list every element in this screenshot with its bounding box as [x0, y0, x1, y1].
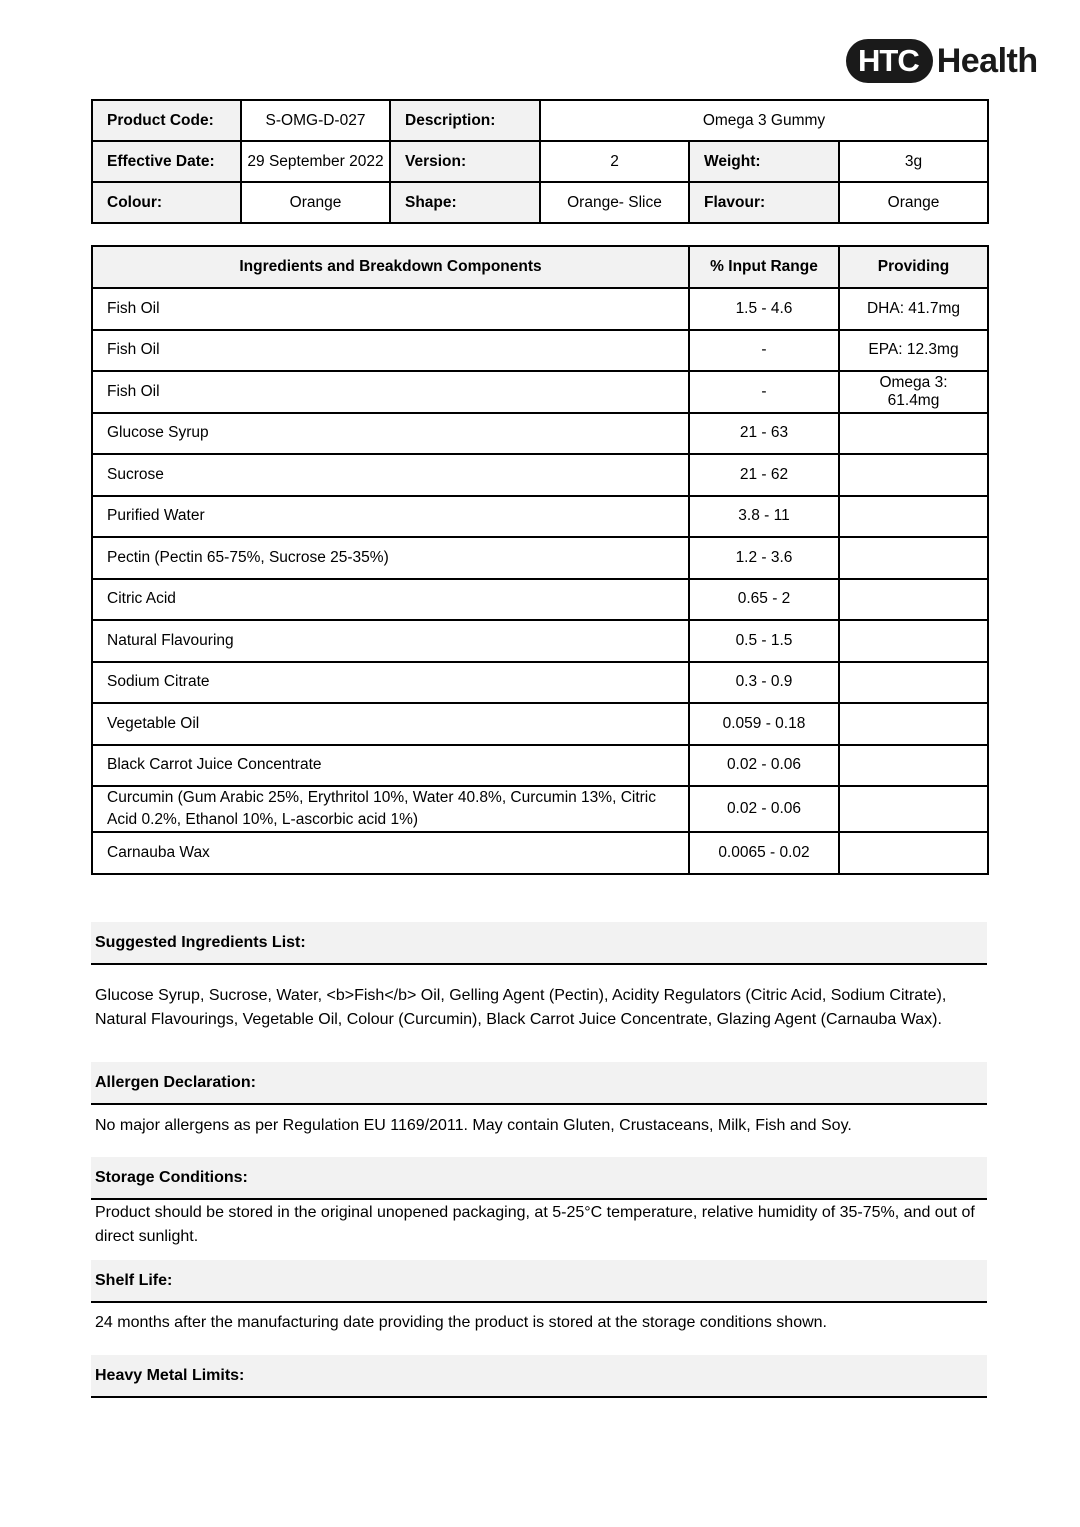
flavour-label: Flavour: [689, 182, 839, 223]
providing-cell [839, 454, 988, 496]
column-header-input-range: % Input Range [689, 246, 839, 288]
shelf-life-text: 24 months after the manufacturing date providing the product is stored at the storage conditions shown. [95, 1314, 827, 1331]
providing-cell: DHA: 41.7mg [839, 288, 988, 330]
allergen-heading: Allergen Declaration: [91, 1062, 987, 1105]
weight-label: Weight: [689, 141, 839, 182]
providing-cell: Omega 3: 61.4mg [839, 371, 988, 413]
table-row [92, 786, 988, 832]
input-range-cell: 0.02 - 0.06 [689, 786, 839, 832]
ingredient-name-cell: Vegetable Oil [92, 703, 689, 745]
ingredient-name-cell: Sucrose [92, 454, 689, 496]
input-range-cell: 3.8 - 11 [689, 496, 839, 538]
logo-word: Health [936, 41, 1038, 80]
table-row [92, 100, 988, 141]
version-label: Version: [390, 141, 540, 182]
input-range-cell: 0.059 - 0.18 [689, 703, 839, 745]
column-header-providing: Providing [839, 246, 988, 288]
allergen-text: No major allergens as per Regulation EU 1169/2011. May contain Gluten, Crustaceans, Milk, Fish and Soy. [95, 1117, 852, 1134]
ingredient-name-cell: Fish Oil [92, 288, 689, 330]
providing-cell [839, 496, 988, 538]
input-range-cell: 0.0065 - 0.02 [689, 832, 839, 874]
ingredients-table [91, 245, 989, 875]
input-range-cell: - [689, 330, 839, 372]
input-range-cell: - [689, 371, 839, 413]
flavour-value: Orange [839, 182, 988, 223]
providing-cell [839, 413, 988, 455]
providing-cell [839, 745, 988, 787]
product-code-label: Product Code: [92, 100, 241, 141]
table-row [92, 703, 988, 745]
table-row [92, 832, 988, 874]
colour-value: Orange [241, 182, 390, 223]
effective-date-label: Effective Date: [92, 141, 241, 182]
providing-cell [839, 832, 988, 874]
shape-label: Shape: [390, 182, 540, 223]
ingredient-name-cell: Fish Oil [92, 371, 689, 413]
table-row [92, 537, 988, 579]
providing-cell [839, 703, 988, 745]
providing-cell [839, 537, 988, 579]
providing-cell [839, 579, 988, 621]
table-row [92, 662, 988, 704]
providing-cell: EPA: 12.3mg [839, 330, 988, 372]
description-label: Description: [390, 100, 540, 141]
table-row [92, 141, 988, 182]
column-header-ingredients: Ingredients and Breakdown Components [92, 246, 689, 288]
input-range-cell: 1.2 - 3.6 [689, 537, 839, 579]
ingredient-name-cell: Pectin (Pectin 65-75%, Sucrose 25-35%) [92, 537, 689, 579]
ingredient-name-cell: Glucose Syrup [92, 413, 689, 455]
shelf-life-heading: Shelf Life: [91, 1260, 987, 1303]
ingredient-name-cell: Natural Flavouring [92, 620, 689, 662]
table-row [92, 454, 988, 496]
input-range-cell: 1.5 - 4.6 [689, 288, 839, 330]
heavy-metal-heading: Heavy Metal Limits: [91, 1355, 987, 1398]
storage-text: Product should be stored in the original unopened packaging, at 5-25°C temperature, relative humidity of 35-75%, and out of direct sunlight. [95, 1204, 975, 1245]
providing-cell [839, 662, 988, 704]
input-range-cell: 0.5 - 1.5 [689, 620, 839, 662]
input-range-cell: 21 - 62 [689, 454, 839, 496]
table-row [92, 330, 988, 372]
input-range-cell: 21 - 63 [689, 413, 839, 455]
ingredient-name-cell: Curcumin (Gum Arabic 25%, Erythritol 10%, Water 40.8%, Curcumin 13%, Citric Acid 0.2%, Ethanol 10%, L-ascorbic acid 1%) [92, 786, 689, 832]
table-row [92, 371, 988, 413]
table-row [92, 496, 988, 538]
htc-health-logo [846, 38, 1038, 84]
shape-value: Orange- Slice [540, 182, 689, 223]
product-info-table [91, 99, 989, 224]
table-header-row [92, 246, 988, 288]
table-row [92, 745, 988, 787]
input-range-cell: 0.02 - 0.06 [689, 745, 839, 787]
input-range-cell: 0.3 - 0.9 [689, 662, 839, 704]
table-row [92, 182, 988, 223]
colour-label: Colour: [92, 182, 241, 223]
ingredients-list-heading: Suggested Ingredients List: [91, 922, 987, 965]
providing-cell [839, 620, 988, 662]
table-row [92, 620, 988, 662]
providing-cell [839, 786, 988, 832]
product-code-value: S-OMG-D-027 [241, 100, 390, 141]
table-row [92, 579, 988, 621]
ingredient-name-cell: Purified Water [92, 496, 689, 538]
logo-mark: HTC [846, 39, 933, 83]
ingredients-list-text: Glucose Syrup, Sucrose, Water, <b>Fish</b> Oil, Gelling Agent (Pectin), Acidity Regulators (Citric Acid, Sodium Citrate), Natural Flavourings, Vegetable Oil, Colour (Curcumin), Black Carrot Juice Concentrate, Glazing Agent (Carnauba Wax). [95, 987, 947, 1028]
ingredient-name-cell: Sodium Citrate [92, 662, 689, 704]
ingredient-name-cell: Carnauba Wax [92, 832, 689, 874]
description-value: Omega 3 Gummy [540, 100, 988, 141]
ingredient-name-cell: Black Carrot Juice Concentrate [92, 745, 689, 787]
effective-date-value: 29 September 2022 [241, 141, 390, 182]
ingredient-name-cell: Citric Acid [92, 579, 689, 621]
version-value: 2 [540, 141, 689, 182]
table-row [92, 413, 988, 455]
storage-heading: Storage Conditions: [91, 1157, 987, 1200]
input-range-cell: 0.65 - 2 [689, 579, 839, 621]
ingredient-name-cell: Fish Oil [92, 330, 689, 372]
table-row [92, 288, 988, 330]
weight-value: 3g [839, 141, 988, 182]
